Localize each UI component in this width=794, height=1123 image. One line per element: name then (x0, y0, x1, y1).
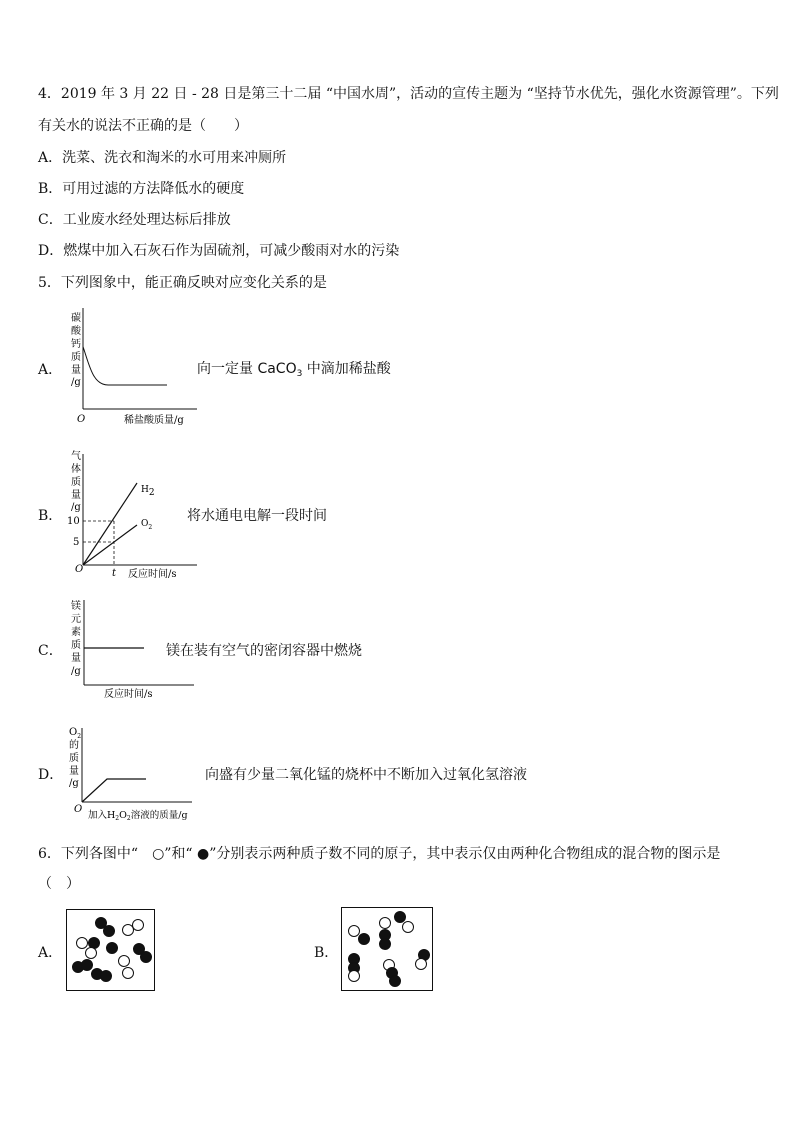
q5-d-ylabel-3: /g (69, 778, 79, 789)
q5-c-ylabel-2: 素 (71, 627, 81, 638)
q5-c-ylabel-3: 质 (71, 640, 81, 651)
q5-c-ylabel-1: 元 (71, 614, 81, 625)
q5-b-ylabel-4: /g (71, 502, 81, 513)
q5-c-xlabel: 反应时间/s (104, 689, 153, 700)
q5-b-tick-t: t (112, 568, 117, 579)
q5-b-ylabel-2: 质 (71, 477, 81, 488)
q5-a-ylabel-0: 碳 (71, 313, 81, 324)
q5-b-caption: 将水通电电解一段时间 (187, 508, 327, 524)
q6-figure-b (341, 907, 434, 992)
q5-d-xlabel: 加入$H_2O_2$溶液的质量/g (88, 810, 188, 822)
q5-d-ylabel-0: 的 (69, 740, 79, 751)
q4-option-c: C．工业废水经处理达标后排放 (38, 212, 231, 228)
q5-a-curve (83, 347, 167, 385)
q5-a-xlabel: 稀盐酸质量/g (124, 415, 184, 426)
q5-b-label-o2: $O_2$ (141, 519, 153, 531)
q5-d-ylabel-2: 量 (69, 766, 79, 777)
q5-d-caption: 向盛有少量二氧化锰的烧杯中不断加入过氧化氢溶液 (205, 767, 527, 783)
q5-option-a-letter: A． (38, 362, 63, 378)
q6-figure-a (66, 909, 156, 992)
q5-option-d-letter: D． (38, 767, 64, 783)
q5-b-ylabel-3: 量 (71, 490, 81, 501)
q5-a-caption: 向一定量 CaCO$_3$ 中滴加稀盐酸 (197, 361, 391, 379)
q6-stem: 6．下列各图中“ ○”和“ ●”分别表示两种质子数不同的原子，其中表示仅由两种化合物组成的混合物的图示是 (38, 846, 721, 862)
q5-c-ylabel-4: 量 (71, 653, 81, 664)
q5-a-origin: O (77, 414, 86, 425)
q5-b-xlabel: 反应时间/s (128, 569, 177, 580)
q4-option-a: A．洗菜、洗衣和淘米的水可用来冲厕所 (38, 150, 287, 166)
q5-a-ylabel-2: 钙 (71, 339, 81, 350)
q5-b-tick-10: 10 (67, 516, 80, 527)
q4-stem-line1: 4．2019 年 3 月 22 日 - 28 日是第三十二届 “中国水周”，活动的宣传主题为 “坚持节水优先，强化水资源管理”。下列 (38, 86, 779, 102)
q5-d-ylabel-top: $O_2$ (69, 727, 82, 740)
q5-c-caption: 镁在装有空气的密闭容器中燃烧 (166, 643, 362, 659)
q5-a-ylabel-3: 质 (71, 352, 81, 363)
q5-chart-a (62, 303, 202, 428)
q5-chart-d (62, 722, 207, 827)
q5-option-c-letter: C． (38, 643, 63, 659)
q6-option-a-letter: A． (38, 945, 63, 961)
q5-stem: 5．下列图象中，能正确反映对应变化关系的是 (38, 275, 327, 291)
q5-b-origin: O (75, 564, 84, 575)
q5-b-ylabel-1: 体 (71, 464, 81, 475)
q5-d-ylabel-1: 质 (69, 753, 79, 764)
q6-option-b-letter: B． (314, 945, 339, 961)
q5-c-ylabel-5: /g (71, 666, 81, 677)
q5-c-ylabel-0: 镁 (71, 601, 81, 612)
q5-d-curve (82, 779, 146, 802)
q4-option-b: B．可用过滤的方法降低水的硬度 (38, 181, 245, 197)
q5-chart-b (62, 446, 202, 581)
q6-paren: （ ） (38, 876, 80, 892)
q4-stem-line2: 有关水的说法不正确的是（ ） (38, 118, 248, 134)
q5-a-ylabel-5: /g (71, 377, 81, 388)
q5-a-ylabel-4: 量 (71, 365, 81, 376)
q4-option-d: D．燃煤中加入石灰石作为固硫剂，可减少酸雨对水的污染 (38, 243, 400, 259)
q5-option-b-letter: B． (38, 508, 63, 524)
q5-b-label-h2: H2 (141, 485, 155, 498)
q5-d-origin: O (74, 804, 83, 815)
q5-b-tick-5: 5 (73, 537, 80, 548)
q5-b-ylabel-0: 气 (71, 451, 81, 462)
q5-b-line-o2 (83, 525, 137, 565)
q5-b-line-h2 (83, 483, 137, 565)
q5-a-ylabel-1: 酸 (71, 326, 81, 337)
